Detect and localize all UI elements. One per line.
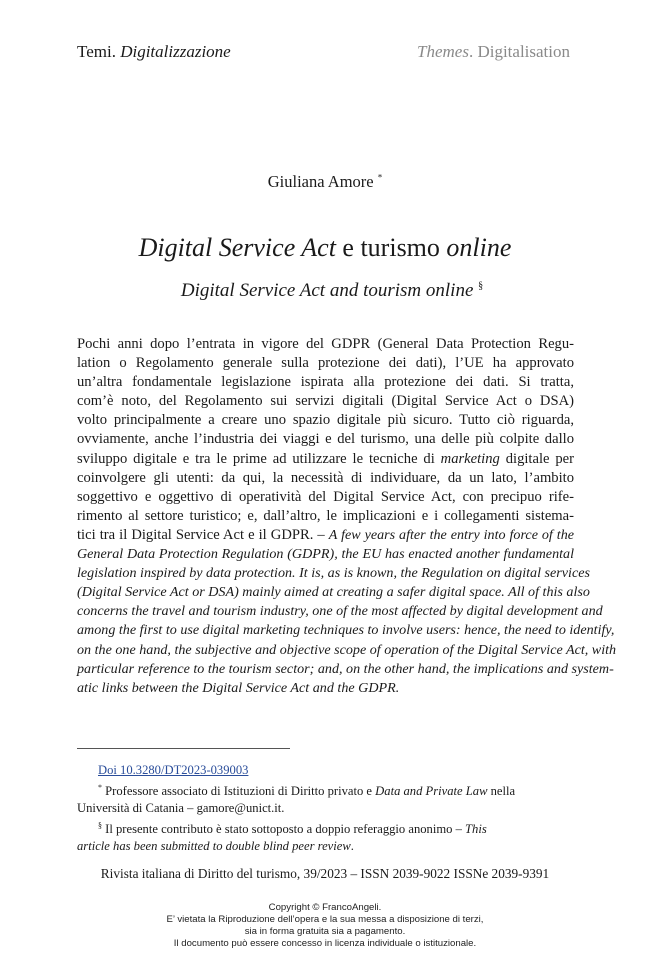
copyright-line: Il documento può essere concesso in licenza individuale o istituzionale. — [173, 938, 477, 950]
author-footnote-mark: * — [377, 172, 383, 183]
abstract-text: tici tra il Digital Service Act e il GDPR. – — [77, 526, 329, 543]
copyright-line: Copyright © FrancoAngeli. — [268, 902, 382, 913]
running-header-right — [417, 42, 570, 62]
title-part-2: e turismo — [335, 233, 447, 262]
footnote-1-italic: Data and Private Law — [375, 784, 488, 799]
abstract-english-line: concerns the travel and tourism industry, one of the most affected by digital development and — [77, 603, 603, 620]
footnotes — [77, 762, 577, 855]
abstract-english-line: atic links between the Digital Service Act and the GDPR. — [77, 679, 400, 696]
footnote-1-text: Professore associato di Istituzioni di Diritto privato e — [102, 784, 376, 799]
abstract-english-line: (Digital Service Act or DSA) mainly aimed at creating a safer digital space. All of this also — [77, 584, 590, 601]
abstract-line: soggettivo e oggettivo di operatività del Digital Service Act, con precipuo rife- — [77, 488, 574, 505]
running-header-left — [77, 42, 231, 62]
abstract-line: lation o Regolamento generale sulla protezione dei dati), l’UE ha approvato — [77, 355, 574, 372]
abstract-line: com’è noto, del Regolamento sui servizi digitali (Digital Service Act o DSA) — [77, 393, 574, 410]
abstract-line: coinvolgere gli utenti: da qui, la necessità di individuare, da un lato, l’ambito — [77, 469, 574, 486]
abstract-italic-term: marketing — [440, 450, 500, 467]
abstract-text: sviluppo digitale e tra le prime ad utilizzare le tecniche di — [77, 450, 441, 467]
copyright-line: sia in forma gratuita sia a pagamento. — [244, 926, 406, 938]
abstract-english-line: legislation inspired by data protection. It is, as is known, the Regulation on digital services — [77, 565, 590, 582]
abstract-line: Pochi anni dopo l’entrata in vigore del GDPR (General Data Protection Regu- — [77, 336, 574, 352]
journal-citation: Rivista italiana di Diritto del turismo, 39/2023 – ISSN 2039-9022 ISSNe 2039-9391 — [100, 866, 550, 881]
footnote-separator — [77, 748, 290, 749]
footnote-2-italic: This — [465, 822, 487, 837]
abstract-line: un’altra fondamentale legislazione ispirata alla protezione dei dati. Si tratta, — [77, 374, 574, 391]
header-left-prefix: Temi. — [77, 42, 121, 61]
footnote-1-text-end: nella — [487, 784, 516, 799]
abstract-line — [77, 526, 574, 545]
copyright-notice — [0, 902, 650, 950]
header-right-italic: Themes — [417, 42, 469, 61]
author-name: Giuliana Amore — [267, 172, 374, 191]
header-right-suffix: . Digitalisation — [468, 42, 570, 61]
title-part-3: online — [446, 233, 512, 262]
abstract-english-line: on the one hand, the subjective and objective scope of operation of the Digital Service Act, with — [77, 641, 617, 658]
subtitle-footnote-mark: § — [478, 280, 484, 292]
article-subtitle — [0, 280, 650, 302]
title-part-1: Digital Service Act — [138, 233, 336, 262]
footnote-2-italic-cont: article has been submitted to double blind peer review — [77, 839, 351, 854]
doi-link[interactable]: Doi 10.3280/DT2023-039003 — [98, 763, 249, 777]
copyright-line: E’ vietata la Riproduzione dell’opera e la sua messa a disposizione di terzi, — [166, 914, 484, 926]
article-title — [0, 233, 650, 263]
abstract-line — [77, 450, 574, 469]
abstract — [77, 335, 617, 698]
footnote-2-text: Il presente contributo è stato sottoposto a doppio referaggio anonimo – — [102, 822, 466, 837]
doi-line — [77, 762, 577, 779]
abstract-english-line: General Data Protection Regulation (GDPR), the EU has enacted another fundamental — [77, 546, 574, 563]
abstract-line: rimento al settore turistico; e, dall’altro, le implicazioni e i collegamenti sistema- — [77, 507, 574, 524]
footnote-2-mark: § — [98, 821, 102, 831]
footnote-1 — [77, 779, 577, 800]
author-line — [0, 172, 650, 192]
footnote-1-mark: * — [98, 783, 102, 792]
abstract-line: ovviamente, anche l’industria dei viaggi e del turismo, una delle più colpite dallo — [77, 431, 574, 448]
footnote-2-end: . — [350, 839, 354, 854]
abstract-line: volto principalmente a creare uno spazio digitale più sicuro. Tutto ciò riguarda, — [77, 412, 574, 429]
abstract-english-line: among the first to use digital marketing techniques to involve users: hence, the need to identify, — [77, 622, 615, 639]
footnote-1-line-2: Università di Catania – gamore@unict.it. — [77, 801, 285, 816]
footnote-2-line-2 — [77, 838, 577, 855]
abstract-english-text: A few years after the entry into force of the — [328, 526, 574, 543]
abstract-text: digitale per — [499, 450, 574, 467]
abstract-english-line: particular reference to the tourism sector; and, on the other hand, the implications and system- — [77, 660, 614, 677]
footnote-2 — [77, 817, 577, 838]
header-left-section: Digitalizzazione — [120, 42, 231, 61]
subtitle-text: Digital Service Act and tourism online — [180, 280, 474, 301]
